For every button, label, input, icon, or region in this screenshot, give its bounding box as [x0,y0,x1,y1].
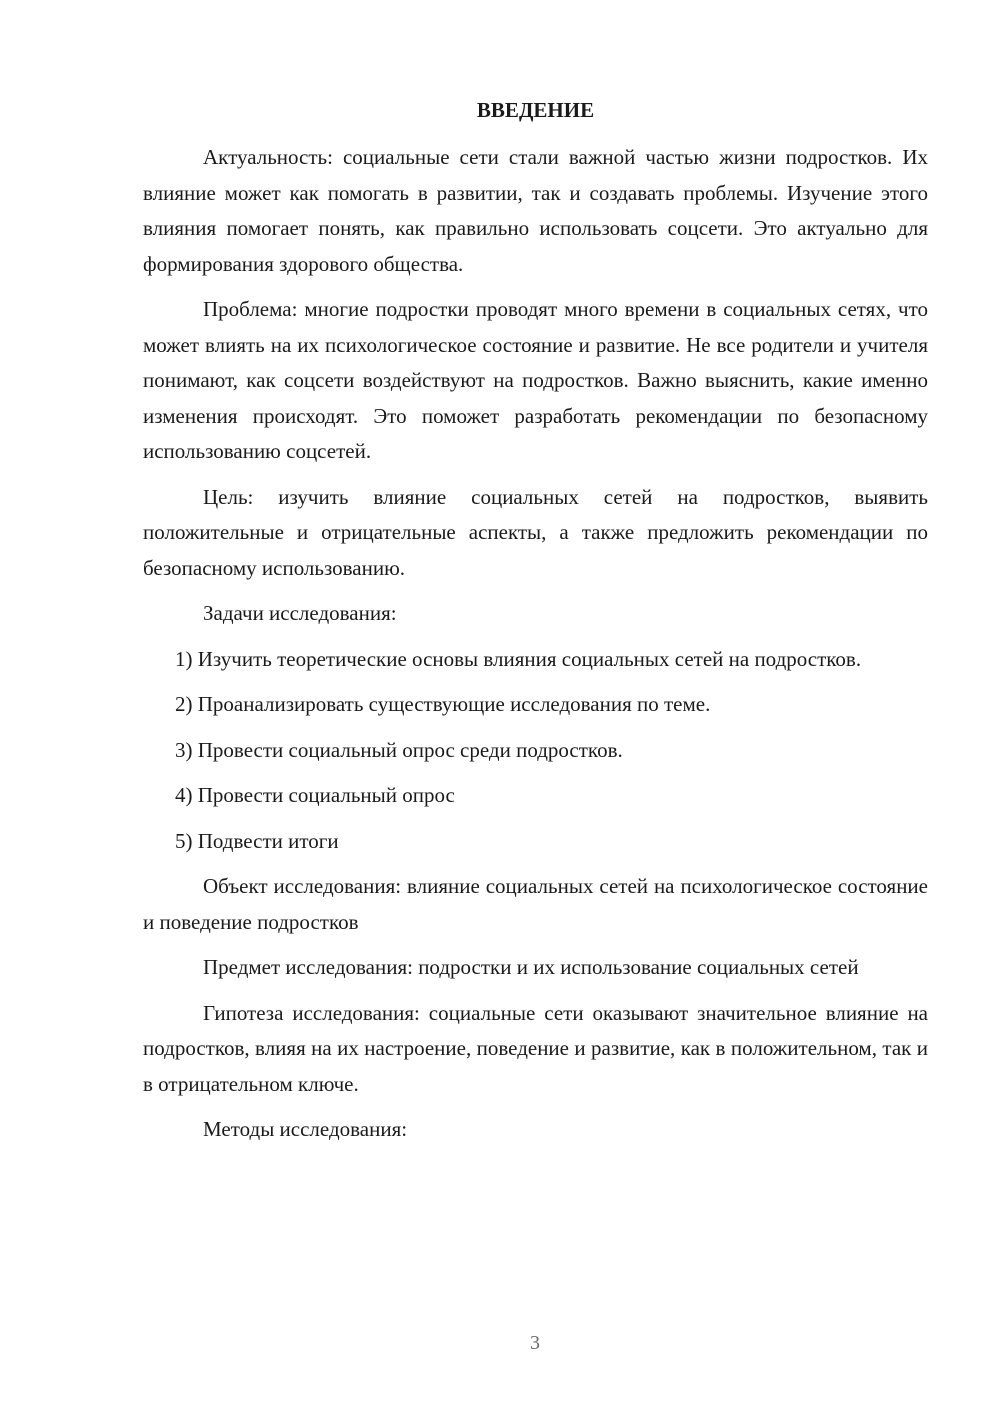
task-item-5: 5) Подвести итоги [175,828,339,853]
tasks-title: Задачи исследования: [203,601,397,625]
object-paragraph: Объект исследования: влияние социальных сетей на психологическое состояние и поведение подростков [143,874,928,934]
document-page [143,95,928,1158]
relevance-paragraph: Актуальность: социальные сети стали важной частью жизни подростков. Их влияние может как помогать в развитии, так и создавать проблемы. Изучение этого влияния помогает понять, как правильно использовать соцсети. Это актуально для формирования здорового общества. [143,145,928,276]
section-heading: ВВЕДЕНИЕ [476,98,595,122]
goal-paragraph: Цель: изучить влияние социальных сетей на подростков, выявить положительные и отрицательные аспекты, а также предложить рекомендации по безопасному использованию. [143,484,928,580]
methods-title: Методы исследования: [203,1117,408,1141]
task-item-2: 2) Проанализировать существующие исследования по теме. [175,692,711,716]
problem-paragraph: Проблема: многие подростки проводят много времени в социальных сетях, что может влиять на их психологическое состояние и развитие. Не все родители и учителя понимают, как соцсети воздействуют на подростков. Важно выяснить, какие именно изменения происходят. Это поможет разработать рекомендации по безопасному использованию соцсетей. [143,297,928,463]
page-number: 3 [530,1332,540,1354]
subject-paragraph: Предмет исследования: подростки и их использование социальных сетей [203,955,859,979]
task-item-4: 4) Провести социальный опрос [175,783,455,807]
hypothesis-paragraph: Гипотеза исследования: социальные сети оказывают значительное влияние на подростков, влияя на их настроение, поведение и развитие, как в положительном, так и в отрицательном ключе. [143,1000,928,1096]
task-item-3: 3) Провести социальный опрос среди подростков. [175,737,623,762]
task-item-1: 1) Изучить теоретические основы влияния социальных сетей на подростков. [175,646,862,671]
